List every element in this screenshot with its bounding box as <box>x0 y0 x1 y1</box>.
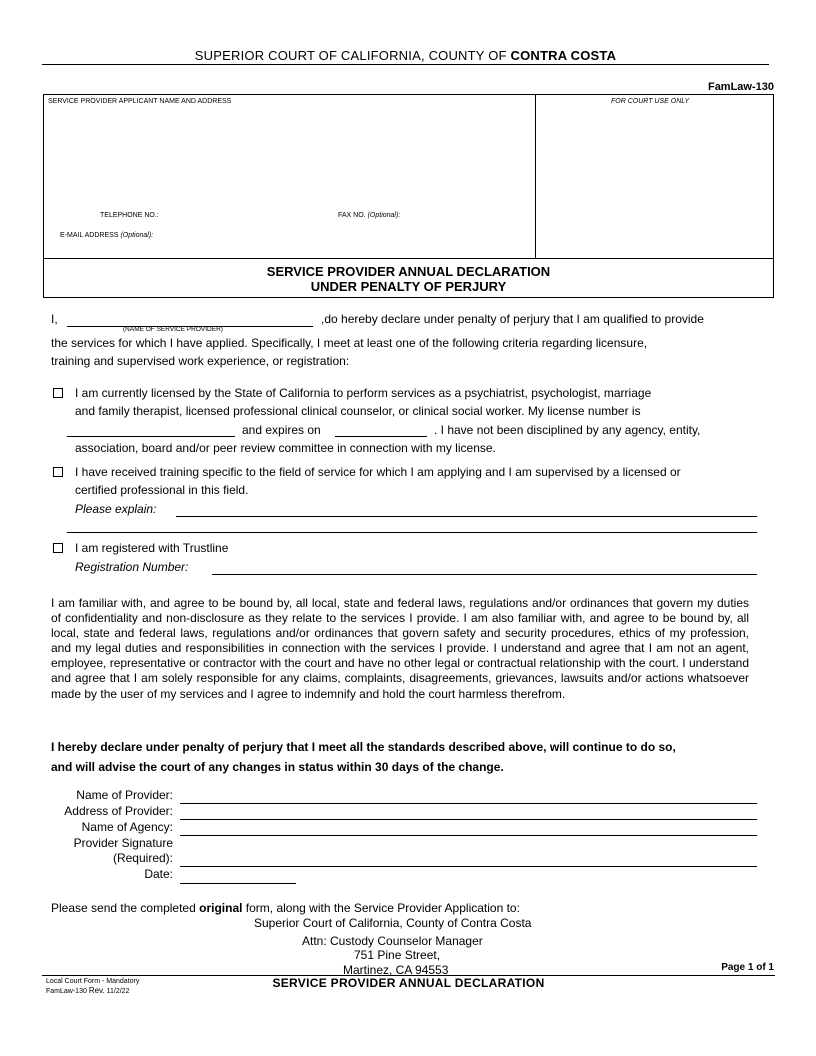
applicant-name-address-label: SERVICE PROVIDER APPLICANT NAME AND ADDRESS <box>48 98 232 105</box>
intro-line1-rest: ,do hereby declare under penalty of perjury that I am qualified to provide <box>321 312 704 326</box>
mailing-city: Martinez, CA 94553 <box>343 963 449 977</box>
footer-rev-label: Rev. <box>88 985 105 995</box>
licensed-line4: association, board and/or peer review committee in connection with my license. <box>75 441 496 455</box>
name-of-agency-field[interactable] <box>180 835 757 836</box>
trained-line1: I have received training specific to the field of service for which I am applying and I am supervised by a licensed or <box>75 465 681 479</box>
perjury-declaration <box>51 738 751 777</box>
court-prefix: SUPERIOR COURT OF CALIFORNIA, COUNTY OF <box>194 48 507 63</box>
telephone-label: TELEPHONE NO.: <box>100 212 159 219</box>
county-name: CONTRA COSTA <box>510 48 617 63</box>
not-disciplined-text: . I have not been disciplined by any agency, entity, <box>434 423 701 437</box>
explain-field-line2[interactable] <box>67 532 757 533</box>
licensed-checkbox[interactable] <box>53 388 63 398</box>
name-of-provider-label: Name of Provider: <box>76 788 173 802</box>
registration-number-field[interactable] <box>212 574 757 575</box>
provider-signature-label: Provider Signature <box>73 836 173 850</box>
form-title-line1: SERVICE PROVIDER ANNUAL DECLARATION <box>266 264 551 279</box>
address-of-provider-field[interactable] <box>180 819 757 820</box>
mailing-intro-original: original <box>199 901 243 915</box>
caption-box-divider <box>535 94 536 258</box>
page-number: Page 1 of 1 <box>721 962 774 973</box>
registration-number-label: Registration Number: <box>75 560 189 574</box>
mailing-intro-after: form, along with the Service Provider Application to: <box>245 901 520 915</box>
form-title-line2: UNDER PENALTY OF PERJURY <box>310 279 507 294</box>
form-title <box>43 264 774 294</box>
mailing-intro-before: Please send the completed <box>51 901 196 915</box>
declaration-line1: I hereby declare under penalty of perjury that I meet all the standards described above, will continue to do so, <box>51 740 676 754</box>
email-optional-text: (Optional): <box>120 232 154 239</box>
license-number-field[interactable] <box>67 436 235 437</box>
date-field[interactable] <box>180 883 296 884</box>
fax-label <box>338 212 400 219</box>
name-of-agency-label: Name of Agency: <box>81 820 173 834</box>
trained-line2: certified professional in this field. <box>75 483 249 497</box>
intro-i-label: I, <box>51 312 58 326</box>
expires-on-label: and expires on <box>242 423 321 437</box>
explain-field-line1[interactable] <box>176 516 757 517</box>
trustline-checkbox[interactable] <box>53 543 63 553</box>
date-label: Date: <box>144 867 173 881</box>
signature-required-label: (Required): <box>112 851 173 865</box>
email-label <box>60 232 153 239</box>
footer-form-rev-number: FamLaw-130 <box>46 987 87 995</box>
provider-signature-field[interactable] <box>180 866 757 867</box>
intro-line2: the services for which I have applied. Specifically, I meet at least one of the following criteria regarding licensure, <box>51 336 648 350</box>
please-explain-label: Please explain: <box>75 502 157 516</box>
name-of-service-provider-caption: (NAME OF SERVICE PROVIDER) <box>123 326 223 333</box>
email-label-text: E-MAIL ADDRESS <box>60 232 119 239</box>
licensed-line2: and family therapist, licensed professional clinical counselor, or clinical social worker. My license number is <box>75 404 641 418</box>
mailing-street: 751 Pine Street, <box>354 948 441 962</box>
intro-line3: training and supervised work experience, or registration: <box>51 354 350 368</box>
footer-form-title: SERVICE PROVIDER ANNUAL DECLARATION <box>272 976 545 990</box>
form-number: FamLaw-130 <box>707 81 774 93</box>
licensed-line1: I am currently licensed by the State of California to perform services as a psychiatrist, psychologist, marriage <box>75 386 652 400</box>
applicant-name-address-field[interactable] <box>48 110 530 210</box>
footer-rev-date: 11/2/22 <box>106 987 130 995</box>
trained-checkbox[interactable] <box>53 467 63 477</box>
footer-form-type: Local Court Form - Mandatory <box>46 978 140 985</box>
court-use-label-text: FOR COURT USE ONLY <box>611 98 690 105</box>
header-divider <box>42 64 769 65</box>
court-use-label <box>611 98 689 105</box>
trustline-line1: I am registered with Trustline <box>75 541 229 555</box>
email-field[interactable] <box>170 228 530 242</box>
mailing-attn: Attn: Custody Counselor Manager <box>302 934 483 948</box>
telephone-field[interactable] <box>172 208 322 222</box>
fax-field[interactable] <box>412 208 530 222</box>
name-of-provider-field[interactable] <box>180 803 757 804</box>
address-of-provider-label: Address of Provider: <box>64 804 173 818</box>
fax-optional-text: (Optional): <box>367 212 401 219</box>
caption-box-bottom-line <box>43 258 774 259</box>
mailing-court: Superior Court of California, County of Contra Costa <box>254 916 532 930</box>
declaration-line2: and will advise the court of any changes in status within 30 days of the change. <box>51 759 504 774</box>
license-expiration-field[interactable] <box>335 436 427 437</box>
agreement-paragraph: I am familiar with, and agree to be bound by, all local, state and federal laws, regulations and/or ordinances that govern my duties of confidentiality and non-disclosure as they relate to the services I provide. I am also familiar with, and agree to be bound by, all local, state and federal laws, regulations and/or ordinances that govern safety and security procedures, ethics of my profession, and my legal duties and responsibilities in connection with the services I provide. I understand and agree that I am not an agent, employee, representative or contractor with the court and have no other legal or contractual relationship with the court. I understand and agree that I am solely responsible for any claims, complaints, disagreements, grievances, lawsuits and/or actions whatsoever made by the user of my services and I agree to indemnify and hold the court harmless therefrom. <box>51 596 749 701</box>
court-title <box>42 48 769 63</box>
fax-label-text: FAX NO. <box>338 212 366 219</box>
mailing-intro <box>51 901 520 915</box>
